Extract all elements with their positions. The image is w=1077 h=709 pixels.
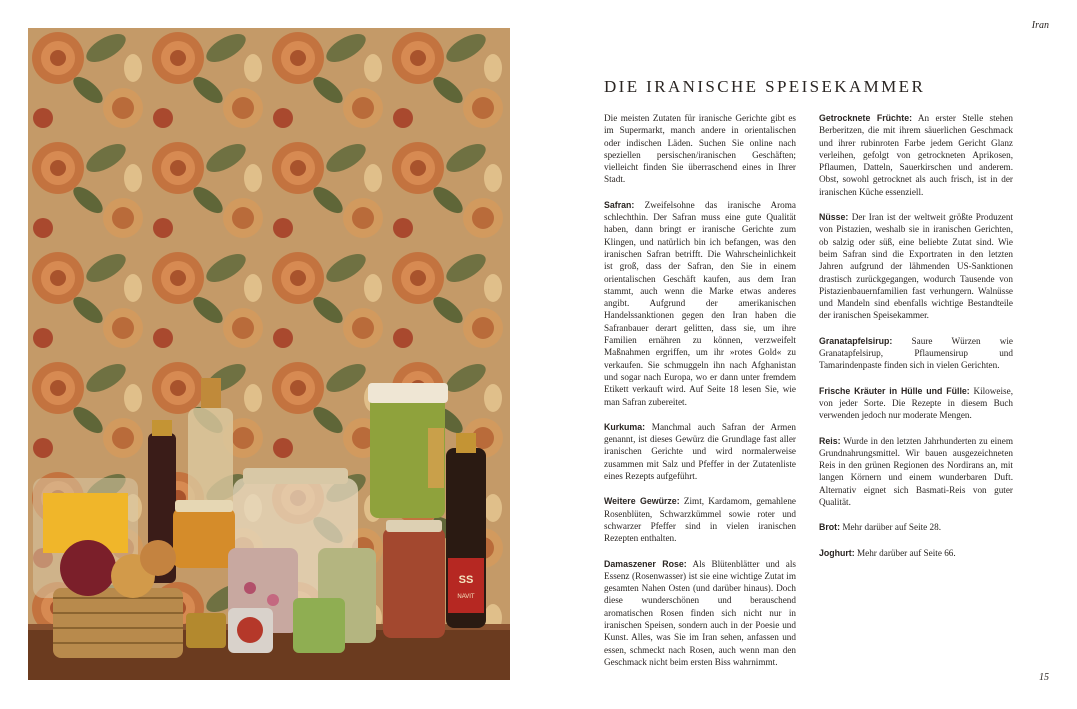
entry-text: Manchmal auch Safran der Armen genannt, ist dieses Gewürz die Grundlage fast aller iranischen Gerichte und wird normalerweise zusammen mit Salz und Pfeffer in der Zutatenliste eines Rezepts aufgeführt. <box>604 421 796 482</box>
entry-safran <box>604 199 796 408</box>
entry-term: Kurkuma: <box>604 421 646 432</box>
entry-nuesse <box>819 211 1013 322</box>
entry-term: Nüsse: <box>819 212 849 223</box>
bottle-label-text: SS <box>458 574 474 586</box>
entry-term: Brot: <box>819 522 841 533</box>
entry-term: Weitere Gewürze: <box>604 496 680 507</box>
entry-text: Mehr darüber auf Seite 66. <box>856 547 956 558</box>
entry-brot <box>819 521 1013 533</box>
entry-term: Damaszener Rose: <box>604 558 687 569</box>
entry-joghurt <box>819 547 1013 559</box>
intro-paragraph: Die meisten Zutaten für iranische Gerichte gibt es im Supermarkt, manch andere in orientalischen oder indischen Läden. Suchen Sie online nach speziellen persischen/iranischen Geschäften; vielleicht finden Sie überraschend eines in Ihrer Stadt. <box>604 113 796 185</box>
entry-granatapfelsirup <box>819 335 1013 372</box>
running-head: Iran <box>1031 20 1049 31</box>
entry-text: Als Blütenblätter und als Essenz (Rosenwasser) ist sie eine wichtige Zutat im gesamten Nahen Osten (und darüber hinaus). Doch diese wunderschönen und berauschend aromatischen Rosen finden sich nicht nur in iranischen Speisen, sondern auch in der Poesie und Kunst. Alles, was Sie im Iran sehen, anfassen und essen, schmeckt nach Rosen, auch wenn man den Geschmack nicht beim ersten Biss wahrnimmt. <box>604 558 796 667</box>
entry-text: Wurde in den letzten Jahrhunderten zu einem Grundnahrungsmittel. Wir bauen ausgezeichneten Reis in den grünen Regionen des Nordirans an, mit langen Körnern und einem wunderbaren Duft. Alternativ eignet sich Basmati-Reis von guter Qualität. <box>819 435 1013 508</box>
entry-term: Joghurt: <box>819 547 855 558</box>
entry-term: Getrocknete Früchte: <box>819 113 913 123</box>
entry-term: Safran: <box>604 199 635 210</box>
text-column-left <box>604 112 796 681</box>
entry-text: Kiloweise, von jeder Sorte. Die Rezepte in diesem Buch verwenden jedoch nur moderate Mengen. <box>819 385 1013 421</box>
pantry-photo <box>28 28 510 680</box>
entry-text: Mehr darüber auf Seite 28. <box>842 522 942 533</box>
entry-term: Frische Kräuter in Hülle und Fülle: <box>819 385 970 396</box>
entry-kurkuma <box>604 421 796 482</box>
bottle-label-subtext: NAVIT <box>457 594 475 600</box>
entry-text: An erster Stelle stehen Berberitzen, die mit ihrem säuerlichen Geschmack und ihrer rubinroten Farbe jedem Gericht Glanz verleihen, gefolgt von getrockneten Aprikosen, Pflaumen, Datteln, Sauerkirschen und anderem. Obst, sowohl getrocknet als auch frisch, ist in der iranischen Küche essenziell. <box>819 113 1013 197</box>
entry-damaszener-rose <box>604 558 796 669</box>
text-column-right <box>819 112 1013 572</box>
entry-getrocknete-fruechte <box>819 112 1013 198</box>
entry-frische-kraeuter <box>819 385 1013 422</box>
entry-term: Reis: <box>819 435 841 446</box>
page-title: DIE IRANISCHE SPEISEKAMMER <box>604 77 926 96</box>
entry-term: Granatapfelsirup: <box>819 335 893 346</box>
entry-text: Zweifelsohne das iranische Aroma schlechthin. Der Safran muss eine gute Qualität haben, dann bringt er iranische Gerichte zum Klingen, und natürlich bin ich befangen, was den iranischen Safran betrifft. Die Wahrscheinlichkeit ist groß, dass der Safran, den Sie in einem orientalischen Geschäft kaufen, aus dem Iran stammt, auch wenn die Marke etwas anderes angibt. Aufgrund der amerikanischen Handelssanktionen gegen den Iran haben die Safranbauer derart gelitten, dass sie, um ihre Familien ernähren zu können, verzweifelt Maßnahmen ergriffen, um ihr »rotes Gold« zu verkaufen. Sie schmuggeln ihn nach Afghanistan und sogar nach Europa, wo er dann unter fremdem Etikett verkauft wird. Auf Seite 18 lesen Sie, wie man Safran zubereitet. <box>604 199 797 407</box>
entry-text: Zimt, Kardamom, gemahlene Rosenblüten, Schwarzkümmel sowie roter und schwarzer Pfeffer sind in vielen iranischen Rezepten enthalten. <box>604 496 796 544</box>
entry-text: Saure Würzen wie Granatapfelsirup, Pflaumensirup und Tamarindenpaste finden sich in vielen Gerichten. <box>819 335 1014 371</box>
page-number: 15 <box>1039 672 1049 683</box>
entry-reis <box>819 435 1013 509</box>
entry-weitere-gewuerze <box>604 495 796 544</box>
entry-text: Der Iran ist der weltweit größte Produzent von Pistazien, weshalb sie in iranischen Gerichten, ob salzig oder süß, eine beliebte Zutat sind. Wie beim Safran sind die Exportraten in den letzten Jahren aufgrund der lähmenden US-Sanktionen drastisch zurückgegangen, wodurch Tausende von Pistazienbauernfamilien fast verhungern. Walnüsse und Mandeln sind ebenfalls wichtige Bestandteile der iranischen Speisekammer. <box>819 212 1014 321</box>
pantry-photo-illustration <box>28 28 510 680</box>
